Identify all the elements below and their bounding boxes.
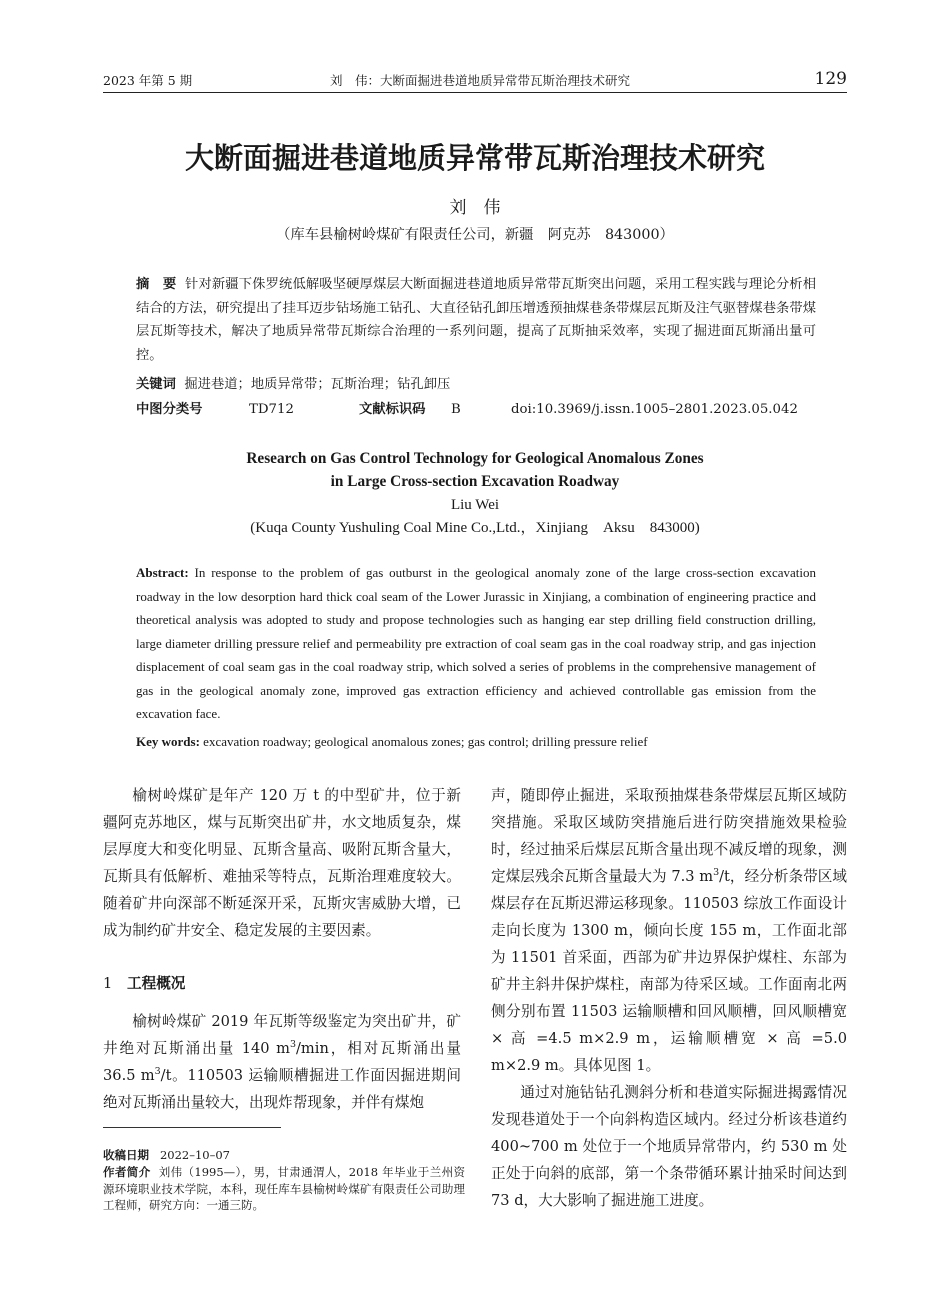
received-label: 收稿日期 <box>103 1148 149 1162</box>
bio-text: 刘伟（1995—），男，甘肃通渭人，2018 年毕业于兰州资源环境职业技术学院，本科，现任库车县榆树岭煤矿有限责任公司助理工程师，研究方向：一通三防。 <box>103 1165 466 1212</box>
section-1-paragraph <box>103 1008 461 1116</box>
keywords-en-text: excavation roadway; geological anomalous zones; gas control; drilling pressure relief <box>203 734 648 749</box>
p2-superscript-1: 3 <box>289 1039 297 1051</box>
doc-code-label: 文献标识码 <box>359 402 426 417</box>
abstract-en-label: Abstract: <box>136 565 189 580</box>
doi: doi:10.3969/j.issn.1005–2801.2023.05.042 <box>511 402 798 417</box>
clc-label: 中图分类号 <box>136 402 203 417</box>
abstract-cn-text: 针对新疆下侏罗统低解吸坚硬厚煤层大断面掘进巷道地质异常带瓦斯突出问题，采用工程实践与理论分析相结合的方法，研究提出了挂耳迈步钻场施工钻孔、大直径钻孔卸压增透预抽煤巷条带煤层瓦斯及注气驱替煤巷条带煤层瓦斯等技术，解决了地质异常带瓦斯综合治理的一系列问题，提高了瓦斯抽采效率，实现了掘进面瓦斯涌出量可控。 <box>136 277 816 363</box>
p2-superscript-2: 3 <box>154 1066 161 1078</box>
author-name: 刘 伟 <box>449 198 501 218</box>
clc-value: TD712 <box>249 402 294 417</box>
abstract-cn <box>136 273 816 367</box>
keywords-en <box>136 730 816 754</box>
english-author: Liu Wei <box>450 497 500 513</box>
right-column <box>491 782 847 1214</box>
keywords-cn <box>136 373 816 397</box>
p2-part-a: 榆树岭煤矿 2019 年瓦斯等级鉴定为突出矿井，矿井绝对瓦斯涌出量 140 m <box>103 1013 461 1057</box>
keywords-cn-label: 关键词 <box>136 377 176 392</box>
received-value: 2022–10–07 <box>159 1148 231 1162</box>
author-affiliation: （库车县榆树岭煤矿有限责任公司，新疆 阿克苏 843000） <box>276 227 674 243</box>
p2-part-c: /t。110503 运输顺槽掘进工作面因掘进期间绝对瓦斯涌出量较大，出现炸帮现象，并伴有煤炮 <box>103 1067 461 1111</box>
doc-code-value: B <box>451 402 461 417</box>
header-rule <box>103 92 847 93</box>
keywords-cn-text: 掘进巷道；地质异常带；瓦斯治理；钻孔卸压 <box>184 377 451 392</box>
english-affiliation: (Kuqa County Yushuling Coal Mine Co.,Ltd.，Xinjiang Aksu 843000) <box>250 520 700 536</box>
journal-issue: 2023 年第 5 期 <box>103 73 193 88</box>
footnote-received <box>103 1147 465 1164</box>
section-1-number: 1 <box>103 975 113 992</box>
english-title <box>0 447 950 493</box>
classification-line <box>136 398 836 422</box>
keywords-en-label: Key words: <box>136 734 200 749</box>
page-title: 大断面掘进巷道地质异常带瓦斯治理技术研究 <box>184 141 765 175</box>
footnote-rule <box>103 1127 281 1128</box>
footnote-bio <box>103 1164 465 1214</box>
section-1-heading <box>103 970 461 997</box>
p2-part-b: /min，相对瓦斯涌出量 36.5 m <box>103 1040 461 1084</box>
running-title: 刘 伟：大断面掘进巷道地质异常带瓦斯治理技术研究 <box>329 73 630 88</box>
right-p1-part-a: 声，随即停止掘进，采取预抽煤巷条带煤层瓦斯区域防突措施。采取区域防突措施后进行防突措施效果检验时，经过抽采后煤层瓦斯含量出现不减反增的现象，测定煤层残余瓦斯含量最大为 7.3 m <box>491 787 847 885</box>
abstract-en-text: In response to the problem of gas outburst in the geological anomaly zone of the large cross-section excavation roadway in the low desorption hard thick coal seam of the Lower Jurassic in Xinjiang, a combination of engineering practice and theoretical analysis was adopted to study and propose technologies such as hanging ear step drilling field construction drilling, large diameter drilling pressure relief and permeability pre extraction of coal seam gas in the coal roadway strip, and gas injection displacement of coal seam gas in the coal roadway strip, which solved a series of problems in the comprehensive management of gas in the geological anomaly zone, improved gas extraction efficiency and achieved controllable gas emission from the excavation face. <box>136 565 816 721</box>
english-title-line1: Research on Gas Control Technology for Geological Anomalous Zones <box>246 450 704 467</box>
intro-text: 榆树岭煤矿是年产 120 万 t 的中型矿井，位于新疆阿克苏地区，煤与瓦斯突出矿井，水文地质复杂，煤层厚度大和变化明显、瓦斯含量高、吸附瓦斯含量大，瓦斯具有低解析、难抽采等特点，瓦斯治理难度较大。随着矿井向深部不断延深开采，瓦斯灾害威胁大增，已成为制约矿井安全、稳定发展的主要因素。 <box>103 787 461 939</box>
page-number: 129 <box>814 69 847 89</box>
intro-paragraph <box>103 782 461 944</box>
right-p1-superscript: 3 <box>713 867 720 879</box>
abstract-cn-label: 摘 要 <box>136 277 177 292</box>
right-paragraph-1 <box>491 782 847 1079</box>
section-1-title: 工程概况 <box>127 975 186 992</box>
english-title-line2: in Large Cross-section Excavation Roadway <box>330 473 620 490</box>
right-paragraph-2: 通过对施钻钻孔测斜分析和巷道实际掘进揭露情况发现巷道处于一个向斜构造区域内。经过分析该巷道约 400~700 m 处位于一个地质异常带内，约 530 m 处正处于向斜的底部，第一个条带循环累计抽采时间达到 73 d，大大影响了掘进施工进度。 <box>491 1084 847 1209</box>
abstract-en <box>136 561 816 726</box>
bio-label: 作者简介 <box>103 1165 151 1179</box>
right-p1-part-b: /t，经分析条带区域煤层存在瓦斯迟滞运移现象。110503 综放工作面设计走向长度为 1300 m，倾向长度 155 m，工作面北部为 11501 首采面，西部为矿井边界保护煤柱、东部为矿井主斜井保护煤柱，南部为待采区域。工作面南北两侧分别布置 11503 运输顺槽和回风顺槽，回风顺槽宽 × 高 =4.5 m×2.9 m，运输顺槽宽 × 高 =5.0 m×2.9 m。具体见图 1。 <box>491 868 847 1074</box>
